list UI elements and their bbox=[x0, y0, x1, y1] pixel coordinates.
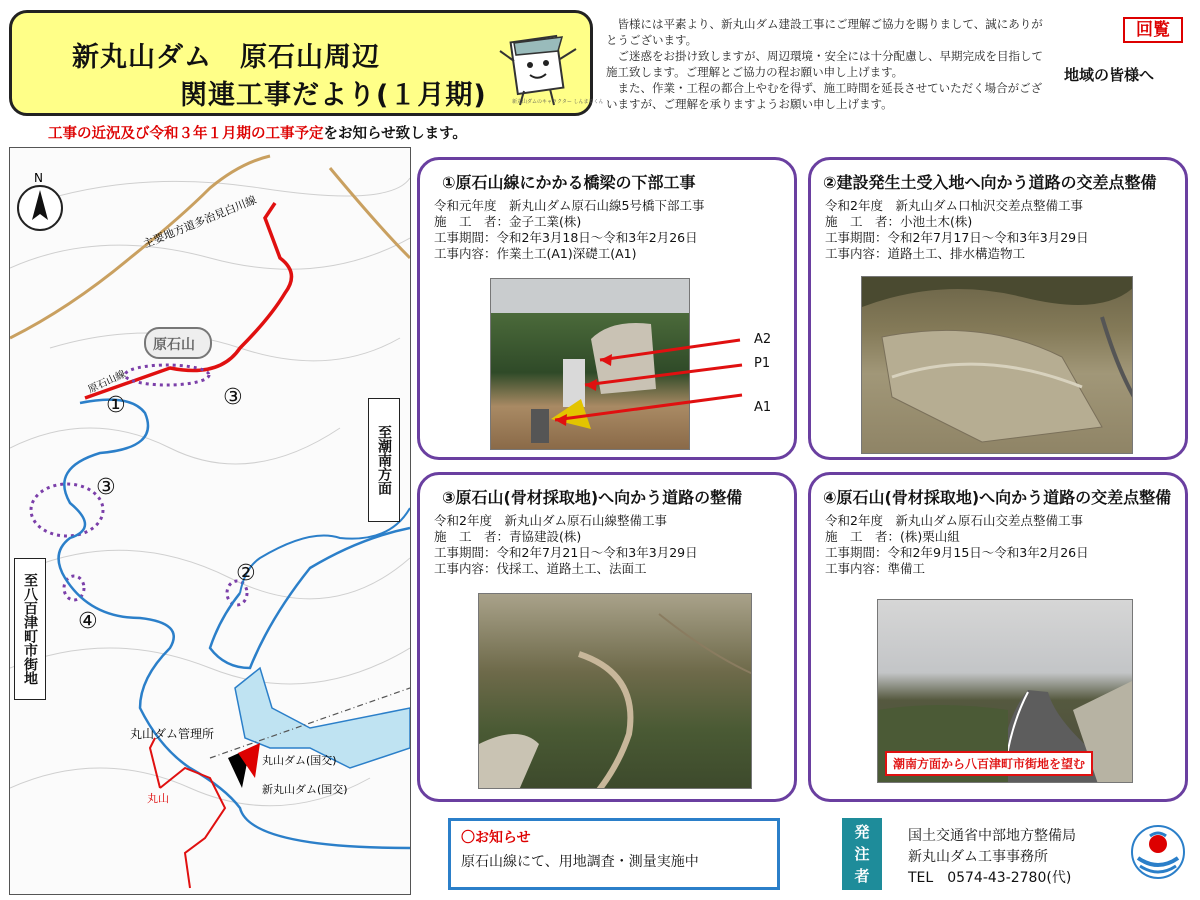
map-marker: ② bbox=[236, 561, 256, 586]
title-line-1: 新丸山ダム 原石山周辺 bbox=[72, 42, 380, 73]
notice-title: 〇お知らせ bbox=[461, 830, 531, 846]
mascot-caption: 新丸山ダムのキャラクター しんまるくん bbox=[512, 99, 604, 105]
notice-highlight: 工事の近況及び令和３年１月期の工事予定 bbox=[48, 126, 324, 142]
recipient-label: 地域の皆様へ bbox=[1064, 66, 1155, 84]
construction-panel-2 bbox=[808, 157, 1188, 460]
svg-text:N: N bbox=[34, 171, 43, 185]
orderer-char: 注 bbox=[854, 845, 870, 863]
bridge-construction-photo bbox=[490, 278, 690, 450]
info-line: 工事内容：道路土工、排水構造物工 bbox=[825, 246, 1026, 261]
issuer-office: 新丸山ダム工事事務所 bbox=[908, 849, 1048, 865]
area-map bbox=[9, 147, 411, 895]
greeting-paragraph: また、作業・工程の都合上やむを得ず、施工時間を延長させていただく場合がございますが、ご理解を承りますようお願い申し上げます。 bbox=[606, 81, 1043, 111]
office-label: 丸山ダム管理所 bbox=[130, 727, 215, 741]
photo-label-a2: A2 bbox=[754, 332, 772, 347]
info-line: 施 工 者：小池土木(株) bbox=[825, 214, 973, 229]
title-line-2: 関連工事だより(１月期) bbox=[180, 80, 487, 111]
map-marker: ① bbox=[106, 393, 126, 418]
issuer-phone: TEL 0574-43-2780(代) bbox=[908, 870, 1072, 886]
orderer-char: 発 bbox=[854, 823, 870, 841]
prefectural-road bbox=[10, 156, 270, 338]
destination-right: 至潮南方面 bbox=[368, 398, 400, 522]
construction-panel-4 bbox=[808, 472, 1188, 802]
map-marker: ③ bbox=[96, 475, 116, 500]
info-line: 令和2年度 新丸山ダム口杣沢交差点整備工事 bbox=[825, 198, 1083, 213]
line-label: 原石山線 bbox=[86, 368, 128, 396]
issuer-info bbox=[908, 826, 1076, 889]
info-line: 工事内容：伐採工、道路土工、法面工 bbox=[434, 561, 647, 576]
photo-label-p1: P1 bbox=[754, 356, 771, 371]
map-marker: ④ bbox=[78, 609, 98, 634]
construction-panel-1 bbox=[417, 157, 797, 460]
info-line: 工事期間：令和2年7月17日～令和3年3月29日 bbox=[825, 230, 1089, 245]
notice-box bbox=[448, 818, 780, 890]
river bbox=[59, 400, 410, 848]
panel-title: ①原石山線にかかる橋梁の下部工事 bbox=[442, 173, 696, 192]
notice-rest: をお知らせ致します。 bbox=[323, 126, 467, 142]
dam1-label: 丸山ダム(国交) bbox=[262, 754, 337, 767]
kairan-stamp: 回覧 bbox=[1123, 17, 1183, 43]
panel-info bbox=[825, 513, 1089, 577]
north-arrow-icon bbox=[18, 171, 62, 230]
genseki-label: 原石山 bbox=[153, 337, 195, 353]
greeting-paragraph: 皆様には平素より、新丸山ダム建設工事にご理解ご協力を賜りまして、誠にありがとうございます。 bbox=[606, 17, 1043, 47]
orderer-char: 者 bbox=[854, 867, 870, 885]
panel-title: ②建設発生土受入地へ向かう道路の交差点整備 bbox=[823, 173, 1157, 192]
panel-info bbox=[434, 513, 698, 577]
panel-info bbox=[434, 198, 704, 262]
info-line: 工事内容：作業土工(A1)深礎工(A1) bbox=[434, 246, 637, 261]
destination-left: 至八百津町市街地 bbox=[14, 558, 46, 700]
info-line: 令和元年度 新丸山ダム原石山線5号橋下部工事 bbox=[434, 198, 705, 213]
road-label: 主要地方道多治見白川線 bbox=[141, 193, 259, 251]
greeting-text bbox=[606, 16, 1046, 112]
title-box bbox=[9, 10, 604, 116]
notice-body: 原石山線にて、用地調査・測量実施中 bbox=[461, 854, 699, 870]
map-marker: ③ bbox=[223, 385, 243, 410]
dam2-label: 新丸山ダム(国交) bbox=[262, 783, 348, 796]
photo-label-a1: A1 bbox=[754, 400, 772, 415]
issuer-bureau: 国土交通省中部地方整備局 bbox=[908, 828, 1076, 844]
orderer-label bbox=[842, 818, 882, 890]
info-line: 令和2年度 新丸山ダム原石山線整備工事 bbox=[434, 513, 667, 528]
panel-info bbox=[825, 198, 1089, 262]
greeting-paragraph: ご迷惑をお掛け致しますが、周辺環境・安全には十分配慮し、早期完成を目指して施工致します。ご理解とご協力の程お願い申し上げます。 bbox=[606, 49, 1043, 79]
panel-title: ③原石山(骨材採取地)へ向かう道路の整備 bbox=[442, 488, 743, 507]
info-line: 令和2年度 新丸山ダム原石山交差点整備工事 bbox=[825, 513, 1083, 528]
info-line: 工事期間：令和2年3月18日～令和3年2月26日 bbox=[434, 230, 698, 245]
construction-panel-3 bbox=[417, 472, 797, 802]
panel-title: ④原石山(骨材採取地)へ向かう道路の交差点整備 bbox=[823, 488, 1172, 507]
map-graphic bbox=[10, 148, 410, 894]
mlit-emblem-icon bbox=[1128, 822, 1188, 884]
intersection-site-photo bbox=[861, 276, 1133, 454]
info-line: 工事期間：令和2年7月21日～令和3年3月29日 bbox=[434, 545, 698, 560]
info-line: 工事期間：令和2年9月15日～令和3年2月26日 bbox=[825, 545, 1089, 560]
info-line: 施 工 者：青協建設(株) bbox=[434, 529, 582, 544]
info-line: 施 工 者：(株)栗山組 bbox=[825, 529, 960, 544]
maruyama-label: 丸山 bbox=[147, 792, 169, 805]
info-line: 施 工 者：金子工業(株) bbox=[434, 214, 582, 229]
road-aerial-photo bbox=[478, 593, 752, 789]
photo-caption: 潮南方面から八百津町市街地を望む bbox=[885, 751, 1093, 776]
info-line: 工事内容：準備工 bbox=[825, 561, 926, 576]
notice-line bbox=[48, 122, 467, 143]
